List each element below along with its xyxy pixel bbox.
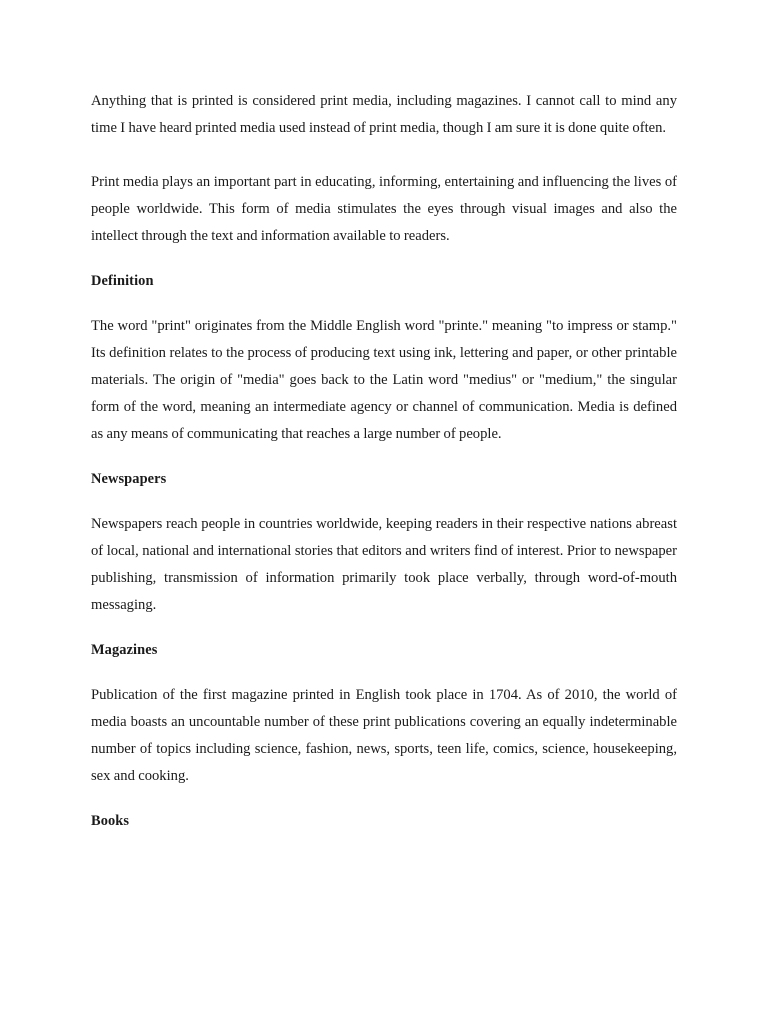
- intro-paragraph-2: Print media plays an important part in educating, informing, entertaining and influencing the lives of people worldwide. This form of media stimulates the eyes through visual images and also the intellect through the text and information available to readers.: [91, 174, 677, 244]
- definition-paragraph: The word "print" originates from the Middle English word "printe." meaning "to impress or stamp." Its definition relates to the process of producing text using ink, lettering and paper, or other printable materials. The origin of "media" goes back to the Latin word "medius" or "medium," the singular form of the word, meaning an intermediate agency or channel of communication. Media is defined as any means of communicating that reaches a large number of people.: [91, 318, 677, 442]
- section-heading-magazines: Magazines: [91, 642, 158, 658]
- document-body: [91, 88, 677, 853]
- newspapers-paragraph: Newspapers reach people in countries worldwide, keeping readers in their respective nations abreast of local, national and international stories that editors and writers find of interest. Prior to newspaper publishing, transmission of information primarily took place verbally, through word-of-mouth messaging.: [91, 516, 677, 613]
- magazines-paragraph: Publication of the first magazine printed in English took place in 1704. As of 2010, the world of media boasts an uncountable number of these print publications covering an equally indeterminable number of topics including science, fashion, news, sports, teen life, comics, science, housekeeping, sex and cooking.: [91, 687, 677, 784]
- section-heading-newspapers: Newspapers: [91, 471, 167, 487]
- intro-paragraph-1: Anything that is printed is considered print media, including magazines. I cannot call to mind any time I have heard printed media used instead of print media, though I am sure it is done quite often.: [91, 93, 677, 136]
- section-heading-books: Books: [91, 813, 130, 829]
- section-heading-definition: Definition: [91, 273, 154, 289]
